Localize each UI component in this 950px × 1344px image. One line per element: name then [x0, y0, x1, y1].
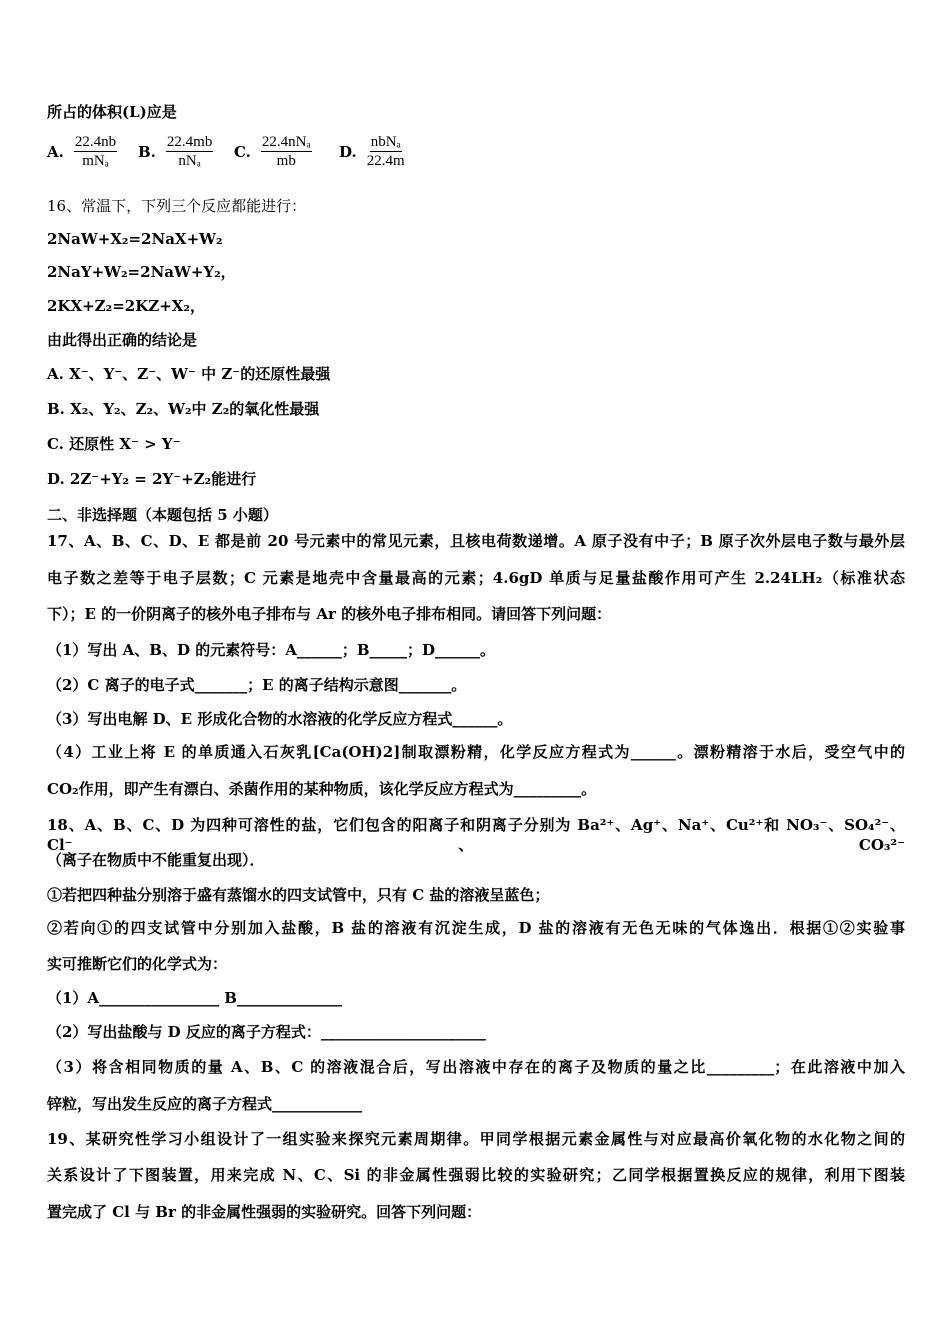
q18-line: 实可推断它们的化学式为： — [47, 955, 228, 973]
q18-line: ②若向①的四支试管中分别加入盐酸，B 盐的溶液有沉淀生成，D 盐的溶液有无色无味的气体逸出．根据①②实验事 — [47, 919, 905, 937]
numerator: 22.4nNₐ — [261, 134, 311, 150]
q19-line: 置完成了 Cl 与 Br 的非金属性强弱的实验研究。回答下列问题： — [47, 1203, 482, 1221]
q15-option-a — [47, 133, 117, 170]
q16-option-a: A. X⁻、Y⁻、Z⁻、W⁻ 中 Z⁻的还原性最强 — [47, 365, 331, 383]
q17-line: （2）C 离子的电子式_______；E 的离子结构示意图_______。 — [47, 676, 467, 694]
fraction — [261, 133, 312, 170]
denominator: mNₐ — [82, 153, 109, 169]
denominator: mb — [276, 153, 296, 169]
q17-line: CO₂作用，即产生有漂白、杀菌作用的某种物质，该化学反应方程式为_________。 — [47, 780, 597, 798]
q18-line: （1）A________________ B______________ — [47, 989, 342, 1007]
numerator: 22.4mb — [166, 134, 213, 150]
fraction — [367, 133, 405, 170]
q16-prompt: 由此得出正确的结论是 — [47, 331, 198, 349]
q19-line: 19、某研究性学习小组设计了一组实验来探究元素周期律。甲同学根据元素金属性与对应最高价氧化物的水化物之间的 — [47, 1130, 905, 1148]
numerator: 22.4nb — [74, 134, 117, 150]
q16-option-b: B. X₂、Y₂、Z₂、W₂中 Z₂的氧化性最强 — [47, 400, 320, 418]
q15-option-b — [138, 133, 213, 170]
q18-line: （离子在物质中不能重复出现）． — [47, 851, 265, 869]
reaction: 2NaY+W₂=2NaW+Y₂， — [47, 263, 236, 281]
q18-line: ①若把四种盐分别溶于盛有蒸馏水的四支试管中，只有 C 盐的溶液呈蓝色； — [47, 886, 550, 904]
q15-option-c — [234, 133, 312, 170]
fraction — [166, 133, 213, 170]
q17-line: （4）工业上将 E 的单质通入石灰乳[Ca(OH)2]制取漂粉精，化学反应方程式为______。漂粉精溶于水后，受空气中的 — [47, 743, 905, 761]
q17-line: （1）写出 A、B、D 的元素符号：A______；B_____；D______。 — [47, 641, 496, 659]
q18-line: （2）写出盐酸与 D 反应的离子方程式：______________________ — [47, 1023, 486, 1041]
q18-line: 18、A、B、C、D 为四种可溶性的盐，它们包含的阳离子和阴离子分别为 Ba²⁺、Ag⁺、Na⁺、Cu²⁺和 NO₃⁻、SO₄²⁻、Cl⁻、CO₃²⁻ — [47, 816, 905, 854]
q18-line: 锌粒，写出发生反应的离子方程式____________ — [47, 1095, 363, 1113]
fraction — [74, 133, 117, 170]
q17-line: （3）写出电解 D、E 形成化合物的水溶液的化学反应方程式______。 — [47, 710, 513, 728]
option-label: A. — [47, 142, 64, 161]
q15-option-d — [339, 133, 405, 170]
q17-line: 电子数之差等于电子层数；C 元素是地壳中含量最高的元素；4.6gD 单质与足量盐酸作用可产生 2.24LH₂（标准状态 — [47, 569, 905, 587]
q17-line: 下）；E 的一价阴离子的核外电子排布与 Ar 的核外电子排布相同。请回答下列问题： — [47, 605, 612, 623]
q17-line: 17、A、B、C、D、E 都是前 20 号元素中的常见元素，且核电荷数递增。A 原子没有中子；B 原子次外层电子数与最外层 — [47, 532, 905, 550]
q19-line: 关系设计了下图装置，用来完成 N、C、Si 的非金属性强弱比较的实验研究；乙同学根据置换反应的规律，利用下图装 — [47, 1166, 905, 1184]
q15-stem-tail: 所占的体积(L)应是 — [47, 103, 177, 121]
q16-option-c: C. 还原性 X⁻ > Y⁻ — [47, 435, 181, 453]
reaction: 2NaW+X₂=2NaX+W₂ — [47, 230, 223, 248]
numerator: nbNₐ — [370, 134, 401, 150]
reaction: 2KX+Z₂=2KZ+X₂， — [47, 297, 205, 315]
denominator: 22.4m — [366, 153, 405, 169]
q16-stem: 16、常温下，下列三个反应都能进行： — [47, 197, 307, 215]
section-heading: 二、非选择题（本题包括 5 小题） — [47, 506, 278, 524]
denominator: nNₐ — [178, 153, 201, 169]
option-label: D. — [339, 142, 357, 161]
option-label: B. — [138, 142, 156, 161]
q16-option-d: D. 2Z⁻+Y₂ = 2Y⁻+Z₂能进行 — [47, 470, 257, 488]
q18-line: （3）将含相同物质的量 A、B、C 的溶液混合后，写出溶液中存在的离子及物质的量之比_________；在此溶液中加入 — [47, 1058, 905, 1076]
option-label: C. — [234, 142, 251, 161]
